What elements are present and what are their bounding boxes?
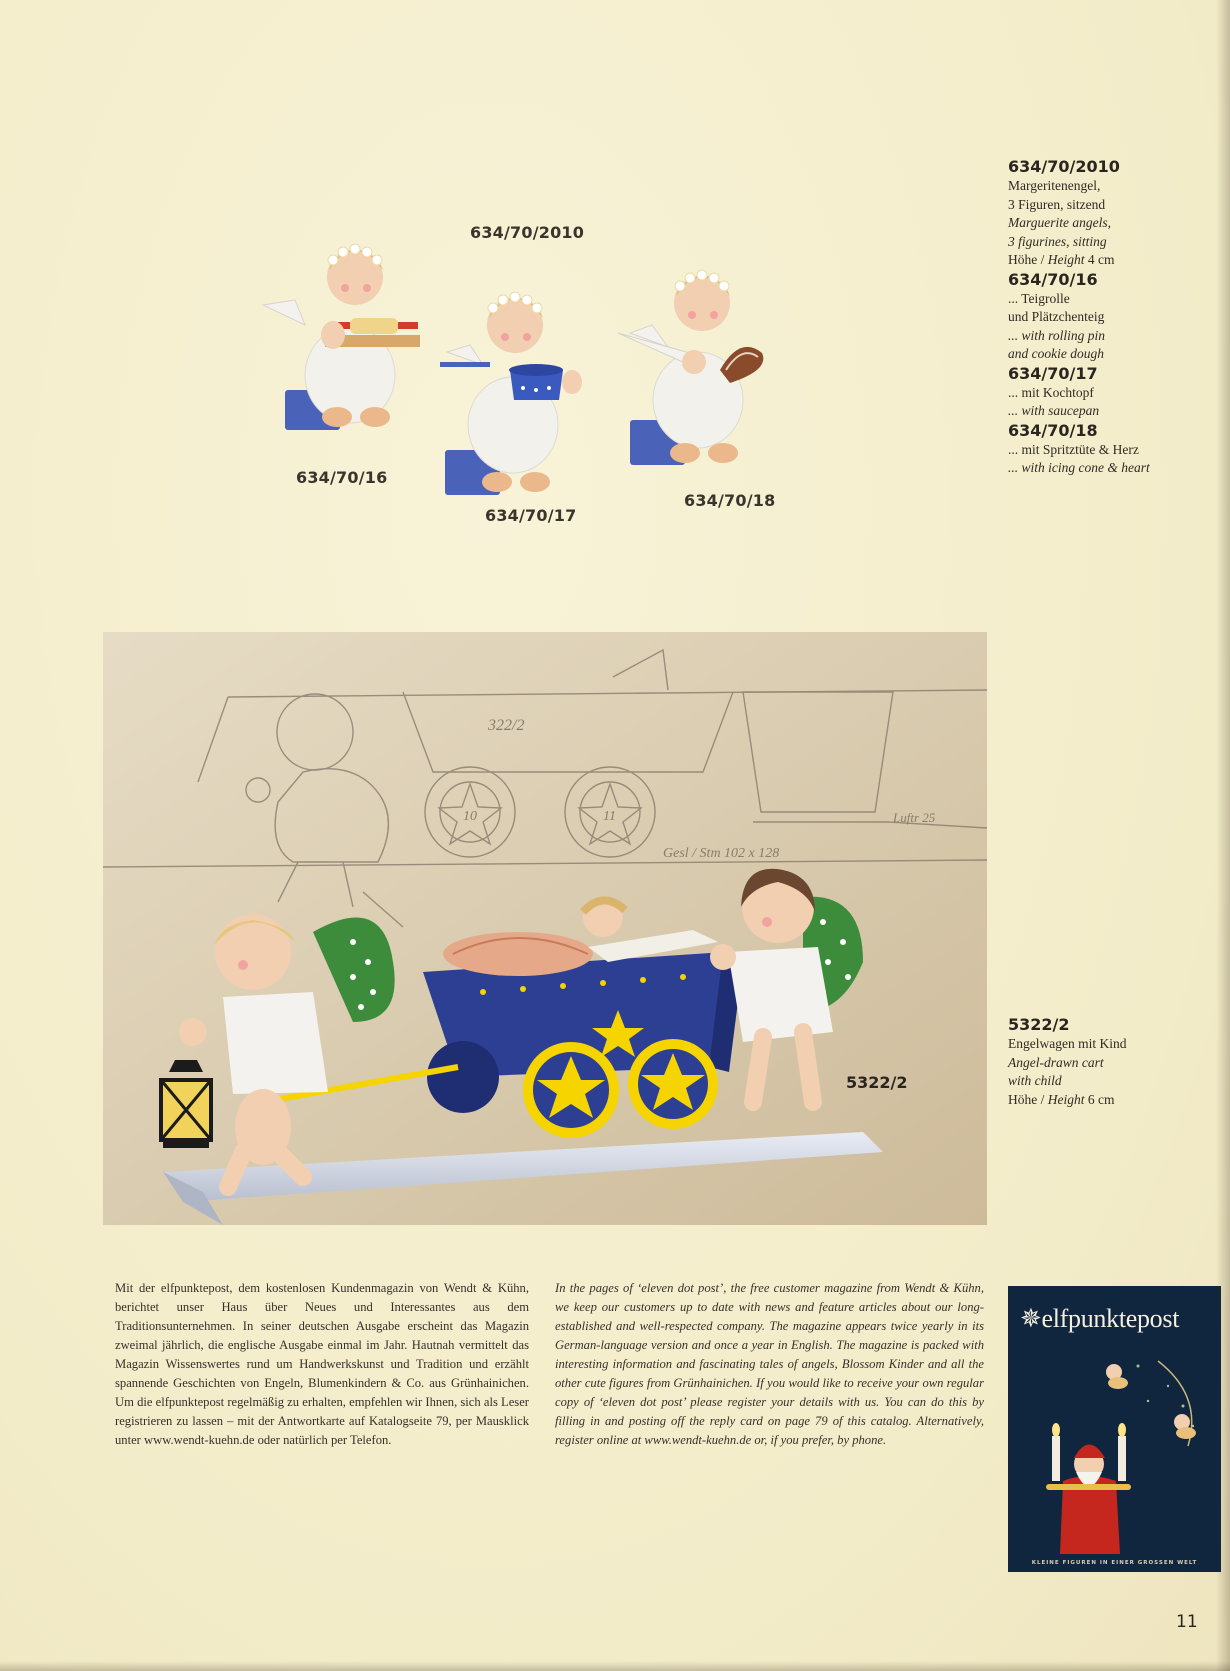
desc-de: ... mit Spritztüte & Herz <box>1008 441 1139 457</box>
height-value: 6 cm <box>1087 1091 1115 1107</box>
desc-de: ... Teigrolle <box>1008 290 1070 306</box>
sketch-note-5: Gesl / Stm 102 x 128 <box>663 846 780 861</box>
figure-label-17: 634/70/17 <box>485 506 577 525</box>
desc-en: Angel-drawn cart <box>1008 1054 1104 1070</box>
desc-de: Margeritenengel, <box>1008 178 1101 193</box>
sketch-note-3: 11 <box>603 809 616 824</box>
cart-photo-label: 5322/2 <box>846 1073 908 1092</box>
desc-de: Engelwagen mit Kind <box>1008 1036 1127 1051</box>
cart-wheel <box>427 1041 499 1113</box>
desc-de: und Plätzchenteig <box>1008 309 1105 324</box>
candle-icon <box>1052 1423 1060 1481</box>
cart-wheel <box>628 1039 718 1129</box>
magazine-subtitle: KLEINE FIGUREN IN EINER GROSSEN WELT <box>1031 1560 1198 1566</box>
height-line <box>1008 1091 1218 1110</box>
desc-en: and cookie dough <box>1008 346 1104 361</box>
desc-en: ... with icing cone & heart <box>1008 460 1150 475</box>
desc-en: with child <box>1008 1073 1062 1088</box>
magazine-title: ✵elfpunktepost <box>1020 1304 1180 1333</box>
desc-en: 3 figurines, sitting <box>1008 233 1107 249</box>
height-line <box>1008 251 1218 270</box>
cart-photo <box>103 632 987 1225</box>
desc-de: 3 Figuren, sitzend <box>1008 196 1106 212</box>
desc-de: ... mit Kochtopf <box>1008 384 1094 400</box>
cart-wheel <box>523 1042 619 1138</box>
candle-icon <box>1118 1423 1126 1481</box>
height-label-de: Höhe / <box>1008 252 1045 267</box>
figure-label-16: 634/70/16 <box>296 468 388 487</box>
page-edge-shadow <box>1216 0 1230 1671</box>
height-value: 4 cm <box>1087 252 1115 267</box>
magazine-cover <box>1008 1286 1221 1572</box>
desc-en: Marguerite angels, <box>1008 215 1111 230</box>
product-code: 5322/2 <box>1008 1015 1070 1034</box>
product-code: 634/70/2010 <box>1008 157 1120 176</box>
sketch-note-4: Luftr 25 <box>893 810 936 825</box>
angel-figurine-icing-cone <box>618 270 763 465</box>
angel-figurine-saucepan <box>440 292 582 495</box>
product-info-marguerite <box>1008 157 1218 478</box>
cart-photo-illustration <box>103 632 987 1225</box>
product-code: 634/70/18 <box>1008 420 1098 440</box>
height-label-en: Height <box>1047 252 1085 267</box>
paragraph-german: Mit der elfpunktepost, dem kostenlosen Kundenmagazin von Wendt & Kühn, berichtet unser Haus über Neues und Interessantes aus dem Traditionsunternehmen. In seiner deutschen Ausgabe erscheint das Magazin zweimal jährlich, die englische Ausgabe einmal im Jahr. Hautnah vermittelt das Magazin Wissenswertes rund um Handwerkskunst und Tradition und erzählt spannende Geschichten von Engeln, Blumenkindern & Co. aus Grünhainichen. Um die elfpunktepost regelmäßig zu erhalten, empfehlen wir Ihnen, sich als Leser registrieren zu lassen – mit der Antwortkarte auf Katalogseite 79, per Mausklick unter www.wendt-kuehn.de oder natürlich per Telefon. <box>115 1281 529 1447</box>
desc-en: ... with rolling pin <box>1008 327 1106 343</box>
sketch-note-1: 322/2 <box>488 717 525 734</box>
set-label: 634/70/2010 <box>470 223 585 242</box>
paragraph-english: In the pages of ‘eleven dot post’, the free customer magazine from Wendt & Kühn, we keep our customers up to date with news and feature articles about our long-established and well-respected company. The magazine appears twice yearly in its German-language version and once a year in English. The magazine is packed with interesting information and fascinating tales of angels, Blossom Kinder and all the other cute figures from Grünhainichen. If you would like to receive your own regular copy of ‘eleven dot post’ please register your details with us. You can do this by filling in and posting off the reply card on page 79 of this catalog. Alternatively, register online at www.wendt-kuehn.de or, if you prefer, by phone. <box>555 1281 984 1447</box>
angel-figurine-rolling-pin <box>263 244 420 430</box>
page-bottom-shadow <box>0 1661 1230 1671</box>
product-code: 634/70/16 <box>1008 269 1098 289</box>
desc-en: ... with saucepan <box>1008 403 1100 418</box>
product-info-cart <box>1008 1015 1218 1109</box>
sketch-note-2: 10 <box>463 809 477 824</box>
height-label-en: Height <box>1047 1091 1085 1107</box>
height-label-de: Höhe / <box>1008 1091 1045 1107</box>
product-code: 634/70/17 <box>1008 363 1098 383</box>
magazine-title-text: elfpunktepost <box>1041 1304 1180 1333</box>
page-number: 11 <box>1176 1612 1198 1632</box>
figure-label-18: 634/70/18 <box>684 491 776 510</box>
